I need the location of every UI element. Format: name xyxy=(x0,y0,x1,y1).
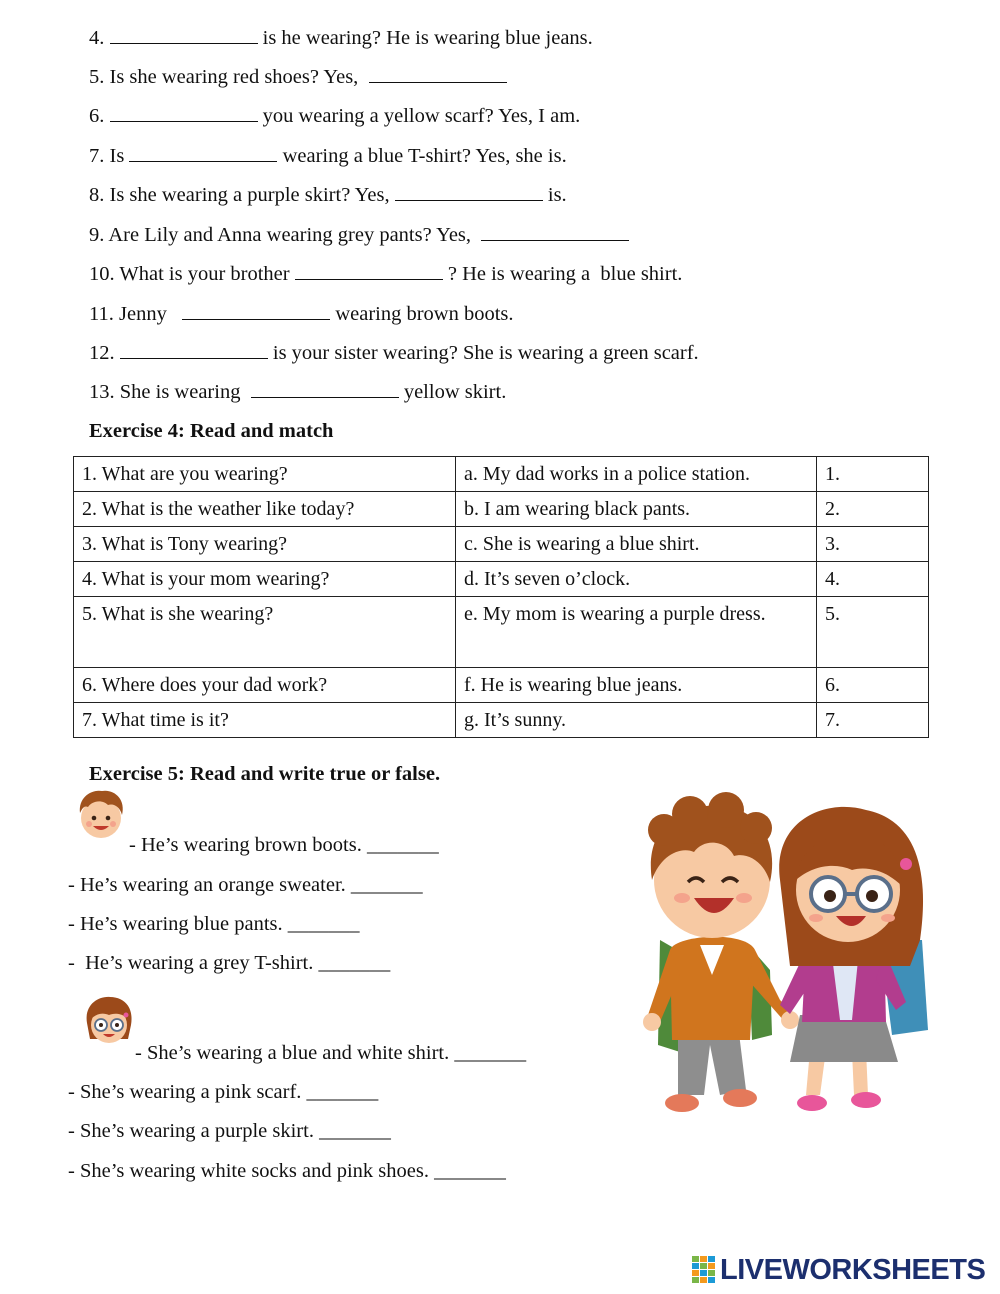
question-11: 11. Jenny wearing brown boots. xyxy=(89,300,514,327)
girl-statement-3[interactable]: - She’s wearing a purple skirt. _______ xyxy=(68,1120,391,1142)
boy-statement-1[interactable]: - He’s wearing brown boots. _______ xyxy=(129,834,439,856)
answer-cell: f. He is wearing blue jeans. xyxy=(456,668,817,703)
table-row xyxy=(74,492,929,527)
table-row xyxy=(74,527,929,562)
answer-blank[interactable] xyxy=(481,221,629,241)
question-cell: 6. Where does your dad work? xyxy=(74,668,456,703)
boy-face-icon xyxy=(74,787,128,843)
answer-blank[interactable] xyxy=(120,339,268,359)
answer-cell: e. My mom is wearing a purple dress. xyxy=(456,597,817,668)
liveworksheets-logo[interactable] xyxy=(692,1253,985,1287)
answer-blank[interactable] xyxy=(129,142,277,162)
match-cell[interactable]: 7. xyxy=(817,703,929,738)
boy-statement-2[interactable]: - He’s wearing an orange sweater. _______ xyxy=(68,874,423,896)
answer-blank[interactable] xyxy=(369,63,507,83)
question-12: 12. is your sister wearing? She is wearing a green scarf. xyxy=(89,339,699,366)
question-7: 7. Is wearing a blue T-shirt? Yes, she is. xyxy=(89,142,567,169)
exercise-4-title: Exercise 4: Read and match xyxy=(89,420,334,442)
match-table xyxy=(73,456,929,738)
girl-face-icon xyxy=(82,993,136,1051)
answer-cell: g. It’s sunny. xyxy=(456,703,817,738)
question-6: 6. you wearing a yellow scarf? Yes, I am. xyxy=(89,102,580,129)
question-cell: 5. What is she wearing? xyxy=(74,597,456,668)
answer-blank[interactable] xyxy=(110,102,258,122)
girl-statement-1[interactable]: - She’s wearing a blue and white shirt. _______ xyxy=(135,1042,527,1064)
boy-statement-3[interactable]: - He’s wearing blue pants. _______ xyxy=(68,913,360,935)
match-cell[interactable]: 5. xyxy=(817,597,929,668)
question-cell: 3. What is Tony wearing? xyxy=(74,527,456,562)
answer-cell: b. I am wearing black pants. xyxy=(456,492,817,527)
answer-cell: c. She is wearing a blue shirt. xyxy=(456,527,817,562)
question-10: 10. What is your brother ? He is wearing a blue shirt. xyxy=(89,260,682,287)
answer-blank[interactable] xyxy=(295,260,443,280)
match-cell[interactable]: 3. xyxy=(817,527,929,562)
table-row xyxy=(74,668,929,703)
table-row xyxy=(74,703,929,738)
table-row xyxy=(74,597,929,668)
match-cell[interactable]: 6. xyxy=(817,668,929,703)
question-cell: 7. What time is it? xyxy=(74,703,456,738)
girl-statement-4[interactable]: - She’s wearing white socks and pink shoes. _______ xyxy=(68,1160,506,1182)
answer-blank[interactable] xyxy=(395,181,543,201)
match-cell[interactable]: 4. xyxy=(817,562,929,597)
table-row xyxy=(74,562,929,597)
answer-cell: a. My dad works in a police station. xyxy=(456,457,817,492)
table-row xyxy=(74,457,929,492)
boy-statement-4[interactable]: - He’s wearing a grey T-shirt. _______ xyxy=(68,952,391,974)
question-8: 8. Is she wearing a purple skirt? Yes, is. xyxy=(89,181,567,208)
question-4: 4. is he wearing? He is wearing blue jeans. xyxy=(89,24,593,51)
answer-blank[interactable] xyxy=(251,378,399,398)
answer-blank[interactable] xyxy=(182,300,330,320)
question-5: 5. Is she wearing red shoes? Yes, xyxy=(89,63,507,90)
answer-blank[interactable] xyxy=(110,24,258,44)
question-9: 9. Are Lily and Anna wearing grey pants? Yes, xyxy=(89,221,629,248)
question-cell: 2. What is the weather like today? xyxy=(74,492,456,527)
kids-illustration xyxy=(630,790,960,1125)
question-cell: 4. What is your mom wearing? xyxy=(74,562,456,597)
question-cell: 1. What are you wearing? xyxy=(74,457,456,492)
girl-statement-2[interactable]: - She’s wearing a pink scarf. _______ xyxy=(68,1081,379,1103)
answer-cell: d. It’s seven o’clock. xyxy=(456,562,817,597)
exercise-5-title: Exercise 5: Read and write true or false. xyxy=(89,763,441,785)
match-cell[interactable]: 2. xyxy=(817,492,929,527)
liveworksheets-logo-icon xyxy=(692,1256,716,1284)
match-cell[interactable]: 1. xyxy=(817,457,929,492)
liveworksheets-logo-text: LIVEWORKSHEETS xyxy=(720,1253,986,1286)
question-13: 13. She is wearing yellow skirt. xyxy=(89,378,506,405)
